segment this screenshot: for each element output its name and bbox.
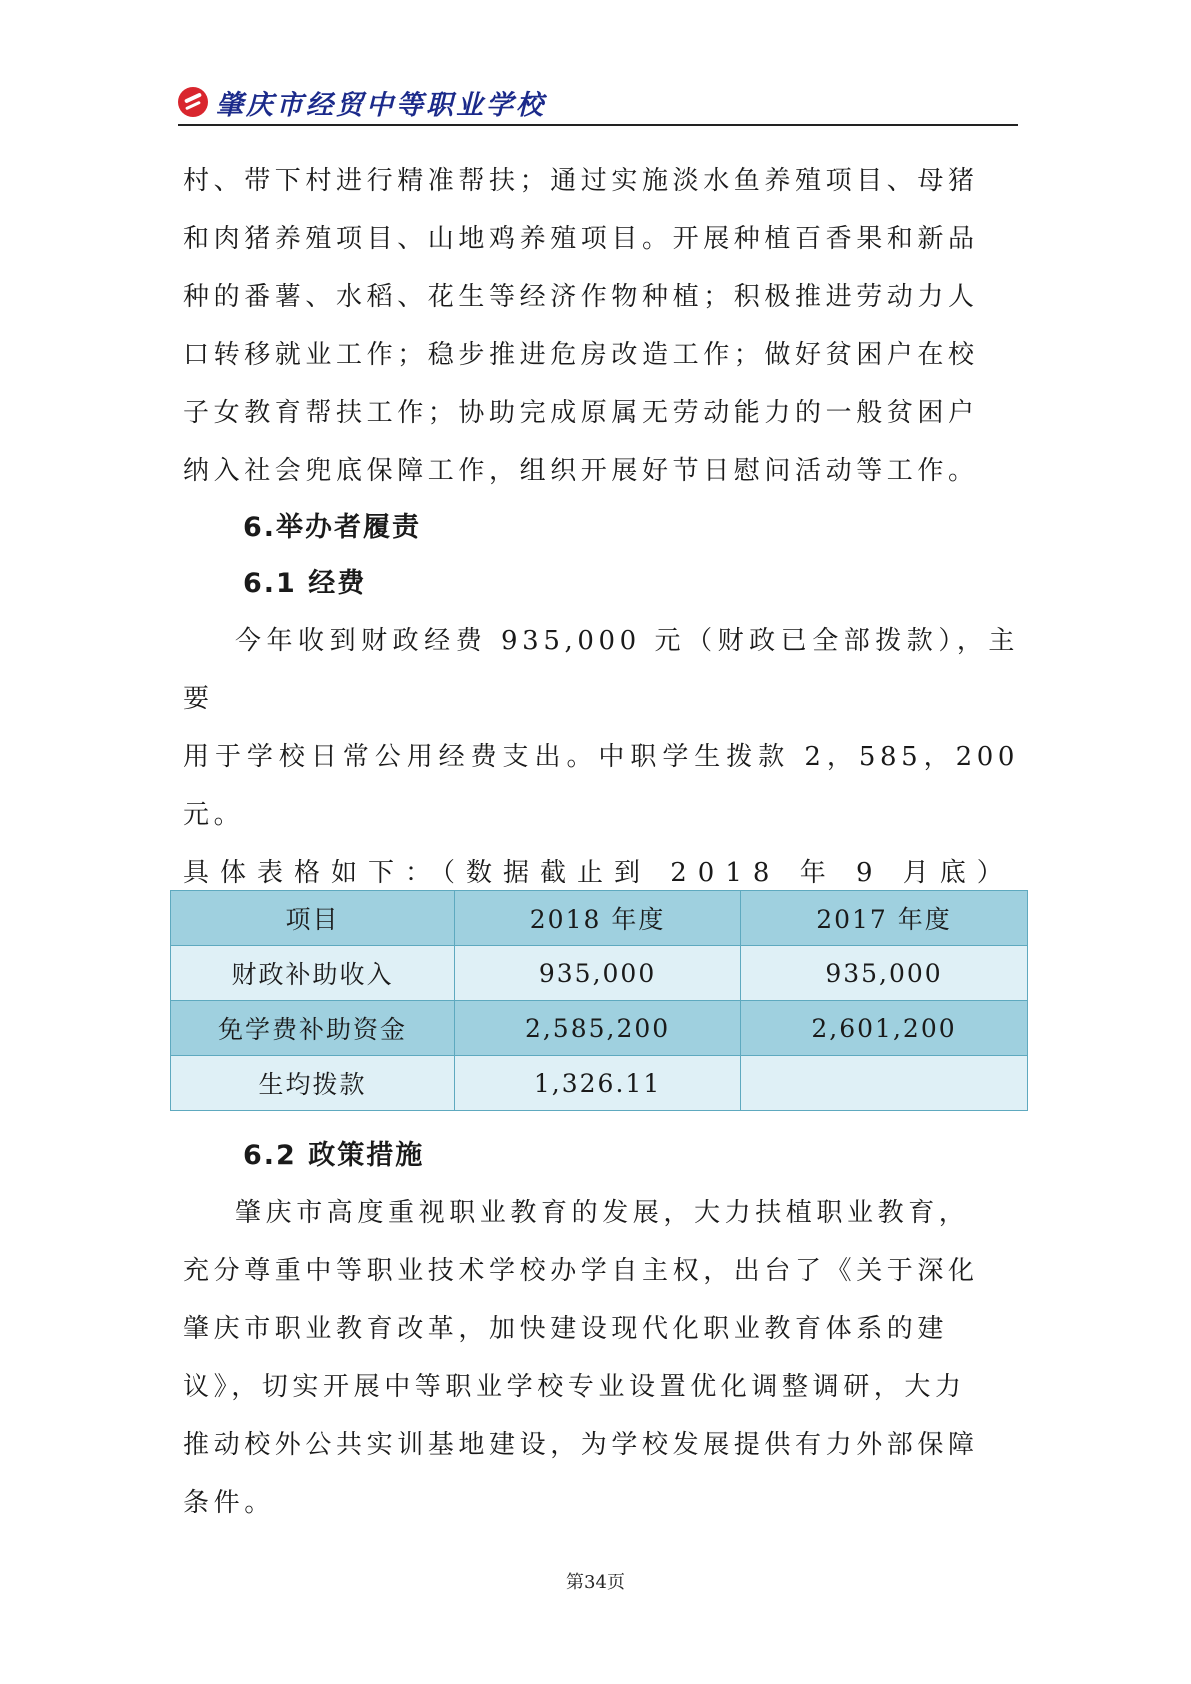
page-header — [178, 84, 1018, 120]
paragraph-line: 纳入社会兜底保障工作，组织开展好节日慰问活动等工作。 — [183, 456, 979, 486]
paragraph-line: 种的番薯、水稻、花生等经济作物种植；积极推进劳动力人 — [183, 282, 979, 312]
paragraph-line: 子女教育帮扶工作；协助完成原属无劳动能力的一般贫困户 — [183, 398, 979, 428]
policy-line: 充分尊重中等职业技术学校办学自主权，出台了《关于深化 — [183, 1256, 979, 1286]
paragraph-line: 村、带下村进行精准帮扶；通过实施淡水鱼养殖项目、母猪 — [183, 166, 979, 196]
body-top — [183, 152, 1019, 960]
school-logo-icon — [178, 87, 208, 117]
funding-table — [170, 890, 1028, 1111]
funding-line: 用于学校日常公用经费支出。中职学生拨款 2，585，200 元。 — [183, 742, 1019, 830]
funding-line: 具体表格如下：（数据截止到 2018 年 9 月底） — [183, 858, 1014, 888]
table-row — [171, 1001, 1028, 1056]
policy-line: 推动校外公共实训基地建设，为学校发展提供有力外部保障 — [183, 1430, 979, 1460]
school-name: 肇庆市经贸中等职业学校 — [216, 89, 546, 121]
paragraph-line: 和肉猪养殖项目、山地鸡养殖项目。开展种植百香果和新品 — [183, 224, 979, 254]
table-cell: 免学费补助资金 — [171, 1001, 455, 1056]
policy-line: 条件。 — [183, 1488, 275, 1518]
table-cell: 财政补助收入 — [171, 946, 455, 1001]
table-cell: 935,000 — [741, 946, 1028, 1001]
table-cell: 生均拨款 — [171, 1056, 455, 1111]
table-cell: 1,326.11 — [455, 1056, 741, 1111]
page-number: 第34页 — [566, 1572, 625, 1593]
table-header-row — [171, 891, 1028, 946]
table-header-cell: 2017 年度 — [741, 891, 1028, 946]
policy-line: 肇庆市高度重视职业教育的发展，大力扶植职业教育， — [235, 1198, 970, 1228]
section-heading-6-1: 6.1 经费 — [243, 568, 367, 599]
table-cell — [741, 1056, 1028, 1111]
policy-line: 议》，切实开展中等职业学校专业设置优化调整调研，大力 — [183, 1372, 966, 1402]
policy-line: 肇庆市职业教育改革，加快建设现代化职业教育体系的建 — [183, 1314, 949, 1344]
table-row — [171, 1056, 1028, 1111]
header-divider — [178, 124, 1018, 126]
section-heading-6: 6.举办者履责 — [243, 512, 422, 543]
table-cell: 2,585,200 — [455, 1001, 741, 1056]
table-cell: 935,000 — [455, 946, 741, 1001]
section-heading-6-2: 6.2 政策措施 — [243, 1140, 425, 1171]
table-header-cell: 2018 年度 — [455, 891, 741, 946]
funding-line: 今年收到财政经费 935,000 元（财政已全部拨款），主要 — [183, 626, 1019, 714]
table-row — [171, 946, 1028, 1001]
table-header-cell: 项目 — [171, 891, 455, 946]
body-bottom — [183, 1128, 1019, 1532]
paragraph-line: 口转移就业工作；稳步推进危房改造工作；做好贫困户在校 — [183, 340, 979, 370]
table-cell: 2,601,200 — [741, 1001, 1028, 1056]
